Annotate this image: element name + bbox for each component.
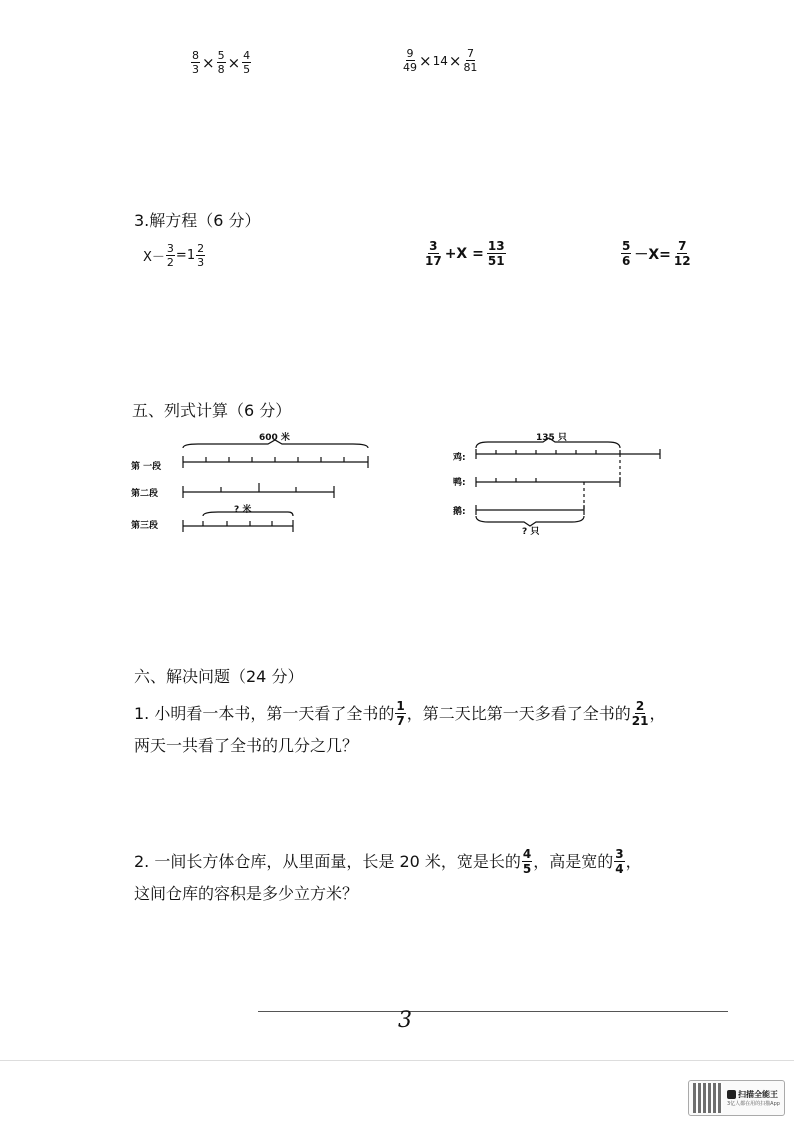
times-sign: × [419,51,432,70]
equation-1 [143,243,206,268]
den: 49 [403,61,417,74]
equals-sign: = [175,248,187,263]
problem-text: 这间仓库的容积是多少立方米？ [134,884,359,903]
num: 7 [678,239,687,253]
den: 21 [631,714,649,728]
eq-text: －X= [634,246,671,263]
equation-3 [620,240,692,267]
problem-text: 2. 一间长方体仓库，从里面量，长是 20 米，宽是长的 [134,851,521,871]
scanner-stamp [688,1080,785,1116]
den: 17 [425,254,442,268]
num: 4 [522,847,532,861]
eq-text: +X = [444,245,484,262]
den: 51 [487,254,505,268]
num: 5 [622,239,631,253]
segment-lines [128,426,378,541]
eq-text: X－ [143,250,165,265]
problem-text: ， [625,851,642,871]
row-label: 第二段 [131,489,159,499]
total-label: 600 米 [259,433,290,443]
num: 4 [243,49,251,62]
row-label: 鹅: [453,507,466,517]
calc-expression-2 [402,48,478,73]
den: 3 [197,256,205,269]
row-label: 第三段 [131,521,159,531]
problem-text: ，高是宽的 [533,851,614,871]
app-logo-icon [727,1090,736,1099]
equations-title: 3.解方程（6 分） [134,211,261,230]
den: 12 [673,254,691,268]
den: 7 [396,714,405,728]
total-label: 135 只 [536,433,567,443]
den: 3 [192,63,199,76]
num: 7 [466,47,474,60]
scan-edge [0,1060,794,1061]
calc-expression-1 [190,50,252,75]
question-label: ? 只 [522,527,540,537]
den: 5 [243,63,251,76]
num: 8 [192,49,199,62]
den: 5 [522,862,532,876]
bird-lines [448,428,678,538]
app-tagline: 3亿人都在用的扫描App [727,1101,780,1107]
num: 2 [635,699,645,713]
whole-part: 1 [186,248,196,263]
word-problem-2 [134,848,734,907]
den: 8 [217,63,225,76]
row-label: 鸡: [453,453,466,463]
bird-diagram [448,428,678,538]
page-number: 3 [398,1008,412,1033]
word-problem-1 [134,700,734,759]
times-sign: × [448,51,462,70]
den: 6 [622,254,631,268]
problem-text: 1. 小明看一本书，第一天看了全书的 [134,703,395,723]
row-label: 第 一段 [131,462,162,472]
row-label: 鸭: [453,478,466,488]
times-sign: × [202,53,215,72]
integer: 14 [432,53,448,68]
num: 3 [166,242,174,255]
num: 5 [217,49,225,62]
den: 2 [166,256,174,269]
problem-text: ，第二天比第一天多看了全书的 [406,703,631,723]
segment-diagram [128,426,378,541]
num: 9 [406,47,414,60]
den: 81 [463,61,478,74]
den: 4 [615,862,624,876]
num: 1 [396,699,405,713]
question-label: ? 米 [234,505,252,515]
num: 3 [615,847,624,861]
section-five-title: 五、列式计算（6 分） [132,401,292,420]
num: 2 [197,242,205,255]
footer-divider [258,1011,728,1012]
problem-text: ， [649,703,666,723]
times-sign: × [227,53,241,72]
section-six-title: 六、解决问题（24 分） [134,667,304,686]
num: 3 [429,239,438,253]
num: 13 [487,239,505,253]
equation-2 [424,240,507,267]
problem-text: 两天一共看了全书的几分之几？ [134,736,359,755]
app-name: 扫描全能王 [738,1090,778,1099]
qr-code-icon [693,1083,723,1113]
